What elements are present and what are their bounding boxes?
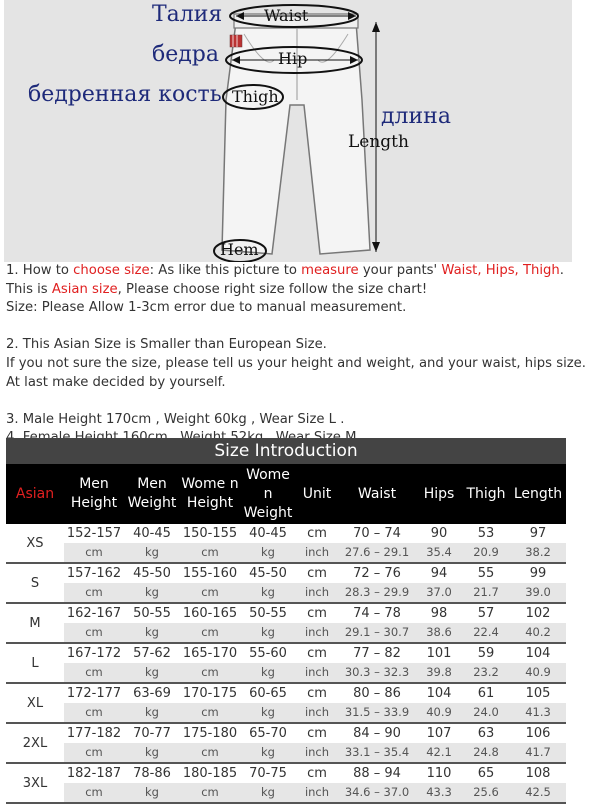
table-cell: 180-185 (180, 763, 240, 783)
table-row (6, 783, 566, 803)
table-cell: kg (240, 583, 296, 603)
size-notes (6, 262, 600, 448)
size-cell: L (6, 643, 64, 683)
thigh-label-ru: бедренная кость (28, 82, 222, 107)
table-row (6, 623, 566, 643)
table-cell: 28.3 – 29.9 (338, 583, 416, 603)
table-title: Size Introduction (6, 438, 566, 464)
table-cell: cm (296, 524, 338, 543)
table-cell: kg (124, 783, 180, 803)
table-cell: kg (124, 623, 180, 643)
table-cell: 84 – 90 (338, 723, 416, 743)
table-cell: 152-157 (64, 524, 124, 543)
size-cell: XL (6, 683, 64, 723)
table-cell: 157-162 (64, 563, 124, 583)
table-cell: 53 (462, 524, 510, 543)
table-cell: 50-55 (124, 603, 180, 623)
table-row (6, 763, 566, 783)
header-waist: Waist (338, 464, 416, 524)
table-row (6, 743, 566, 763)
waist-label-ru: Талия (152, 2, 223, 27)
table-row (6, 583, 566, 603)
table-cell: inch (296, 623, 338, 643)
note-1b: This is Asian size, Please choose right size follow the size chart! (6, 281, 428, 297)
table-row (6, 524, 566, 543)
header-hips: Hips (416, 464, 462, 524)
table-cell: 42.5 (510, 783, 566, 803)
thigh-label: Thigh (232, 87, 279, 106)
note-1c: Size: Please Allow 1-3cm error due to manual measurement. (6, 300, 407, 316)
size-cell: XS (6, 524, 64, 563)
table-cell: 104 (416, 683, 462, 703)
size-cell: M (6, 603, 64, 643)
hip-label: Hip (278, 49, 308, 68)
note-2c: At last make decided by yourself. (6, 374, 226, 390)
table-cell: 162-167 (64, 603, 124, 623)
table-cell: 175-180 (180, 723, 240, 743)
table-cell: 167-172 (64, 643, 124, 663)
hem-label: Hem (220, 240, 259, 259)
size-table (6, 438, 566, 804)
table-cell: 182-187 (64, 763, 124, 783)
table-cell: 106 (510, 723, 566, 743)
table-cell: kg (240, 663, 296, 683)
table-cell: 55-60 (240, 643, 296, 663)
table-cell: cm (64, 743, 124, 763)
note-2b: If you not sure the size, please tell us your height and weight, and your waist, hips size. (6, 355, 586, 371)
table-cell: 165-170 (180, 643, 240, 663)
table-cell: 43.3 (416, 783, 462, 803)
table-cell: 107 (416, 723, 462, 743)
table-cell: 88 – 94 (338, 763, 416, 783)
table-cell: cm (296, 723, 338, 743)
table-cell: 33.1 – 35.4 (338, 743, 416, 763)
table-cell: 97 (510, 524, 566, 543)
size-chart-table (6, 464, 566, 804)
table-cell: 39.0 (510, 583, 566, 603)
note-1: 1. How to choose size: As like this picture to measure your pants' Waist, Hips, Thigh. (6, 263, 564, 278)
table-cell: 42.1 (416, 743, 462, 763)
table-cell: 150-155 (180, 524, 240, 543)
table-cell: cm (64, 623, 124, 643)
table-cell: 63 (462, 723, 510, 743)
header-thigh: Thigh (462, 464, 510, 524)
table-cell: 27.6 – 29.1 (338, 543, 416, 563)
size-cell: 3XL (6, 763, 64, 803)
table-cell: cm (296, 683, 338, 703)
table-cell: 70 – 74 (338, 524, 416, 543)
table-cell: cm (64, 703, 124, 723)
table-cell: kg (240, 703, 296, 723)
table-cell: 24.0 (462, 703, 510, 723)
table-cell: 72 – 76 (338, 563, 416, 583)
table-cell: cm (296, 643, 338, 663)
table-cell: 77 – 82 (338, 643, 416, 663)
table-header-row (6, 464, 566, 524)
table-cell: 29.1 – 30.7 (338, 623, 416, 643)
table-cell: 40-45 (240, 524, 296, 543)
table-cell: 94 (416, 563, 462, 583)
table-cell: 25.6 (462, 783, 510, 803)
table-cell: cm (180, 663, 240, 683)
table-cell: 40-45 (124, 524, 180, 543)
table-cell: kg (124, 543, 180, 563)
table-cell: cm (180, 783, 240, 803)
table-cell: 155-160 (180, 563, 240, 583)
table-row (6, 563, 566, 583)
table-cell: 80 – 86 (338, 683, 416, 703)
length-label-ru: длина (381, 104, 451, 129)
table-cell: 34.6 – 37.0 (338, 783, 416, 803)
table-cell: 59 (462, 643, 510, 663)
header-men-height: Men Height (64, 464, 124, 524)
table-cell: cm (180, 703, 240, 723)
table-cell: 104 (510, 643, 566, 663)
table-cell: 22.4 (462, 623, 510, 643)
table-cell: cm (180, 623, 240, 643)
table-cell: cm (64, 783, 124, 803)
table-cell: kg (240, 623, 296, 643)
table-cell: 40.9 (416, 703, 462, 723)
table-cell: 40.9 (510, 663, 566, 683)
table-cell: 21.7 (462, 583, 510, 603)
table-cell: kg (124, 743, 180, 763)
table-cell: kg (124, 703, 180, 723)
table-cell: cm (180, 583, 240, 603)
table-cell: inch (296, 583, 338, 603)
table-cell: kg (124, 663, 180, 683)
header-unit: Unit (296, 464, 338, 524)
table-cell: 65-70 (240, 723, 296, 743)
table-cell: 70-75 (240, 763, 296, 783)
table-cell: 45-50 (124, 563, 180, 583)
table-cell: 78-86 (124, 763, 180, 783)
table-cell: 170-175 (180, 683, 240, 703)
table-cell: 24.8 (462, 743, 510, 763)
table-cell: 50-55 (240, 603, 296, 623)
length-label: Length (348, 132, 409, 152)
table-cell: 20.9 (462, 543, 510, 563)
size-cell: S (6, 563, 64, 603)
table-cell: 110 (416, 763, 462, 783)
table-cell: 65 (462, 763, 510, 783)
table-row (6, 703, 566, 723)
table-row (6, 603, 566, 623)
table-row (6, 663, 566, 683)
table-cell: cm (64, 583, 124, 603)
hip-label-ru: бедра (152, 42, 220, 67)
table-cell: 37.0 (416, 583, 462, 603)
header-men-weight: Men Weight (124, 464, 180, 524)
table-cell: 39.8 (416, 663, 462, 683)
table-cell: 105 (510, 683, 566, 703)
header-length: Length (510, 464, 566, 524)
table-cell: 63-69 (124, 683, 180, 703)
table-cell: cm (296, 563, 338, 583)
table-cell: cm (64, 543, 124, 563)
table-cell: 60-65 (240, 683, 296, 703)
table-cell: 31.5 – 33.9 (338, 703, 416, 723)
table-cell: 101 (416, 643, 462, 663)
table-cell: inch (296, 663, 338, 683)
table-cell: 102 (510, 603, 566, 623)
table-cell: 41.3 (510, 703, 566, 723)
table-cell: inch (296, 783, 338, 803)
table-cell: 38.2 (510, 543, 566, 563)
table-row (6, 723, 566, 743)
size-cell: 2XL (6, 723, 64, 763)
table-cell: 99 (510, 563, 566, 583)
table-cell: cm (64, 663, 124, 683)
table-cell: 70-77 (124, 723, 180, 743)
table-cell: 38.6 (416, 623, 462, 643)
table-cell: 177-182 (64, 723, 124, 743)
note-3: 3. Male Height 170cm , Weight 60kg , Wear Size L . (6, 411, 345, 427)
table-cell: inch (296, 743, 338, 763)
table-cell: 45-50 (240, 563, 296, 583)
table-cell: 172-177 (64, 683, 124, 703)
table-cell: cm (296, 603, 338, 623)
table-cell: 74 – 78 (338, 603, 416, 623)
table-cell: 35.4 (416, 543, 462, 563)
note-2a: 2. This Asian Size is Smaller than European Size. (6, 337, 327, 353)
header-asian: Asian (6, 464, 64, 524)
table-cell: 90 (416, 524, 462, 543)
pants-illustration (4, 0, 572, 262)
table-cell: inch (296, 703, 338, 723)
table-cell: 23.2 (462, 663, 510, 683)
table-cell: kg (124, 583, 180, 603)
table-cell: 61 (462, 683, 510, 703)
table-cell: 30.3 – 32.3 (338, 663, 416, 683)
header-women-weight: Wome n Weight (240, 464, 296, 524)
table-cell: 41.7 (510, 743, 566, 763)
header-women-height: Wome n Height (180, 464, 240, 524)
table-row (6, 643, 566, 663)
table-cell: 160-165 (180, 603, 240, 623)
table-cell: 98 (416, 603, 462, 623)
table-cell: 108 (510, 763, 566, 783)
table-cell: 40.2 (510, 623, 566, 643)
table-cell: cm (180, 743, 240, 763)
table-cell: kg (240, 543, 296, 563)
table-cell: 57 (462, 603, 510, 623)
table-cell: kg (240, 783, 296, 803)
table-cell: 57-62 (124, 643, 180, 663)
table-cell: 55 (462, 563, 510, 583)
table-cell: cm (180, 543, 240, 563)
table-row (6, 683, 566, 703)
table-row (6, 543, 566, 563)
table-body (6, 524, 566, 803)
table-cell: kg (240, 743, 296, 763)
waist-label: Waist (264, 6, 309, 25)
table-cell: inch (296, 543, 338, 563)
table-cell: cm (296, 763, 338, 783)
pants-measurement-figure (4, 0, 572, 262)
